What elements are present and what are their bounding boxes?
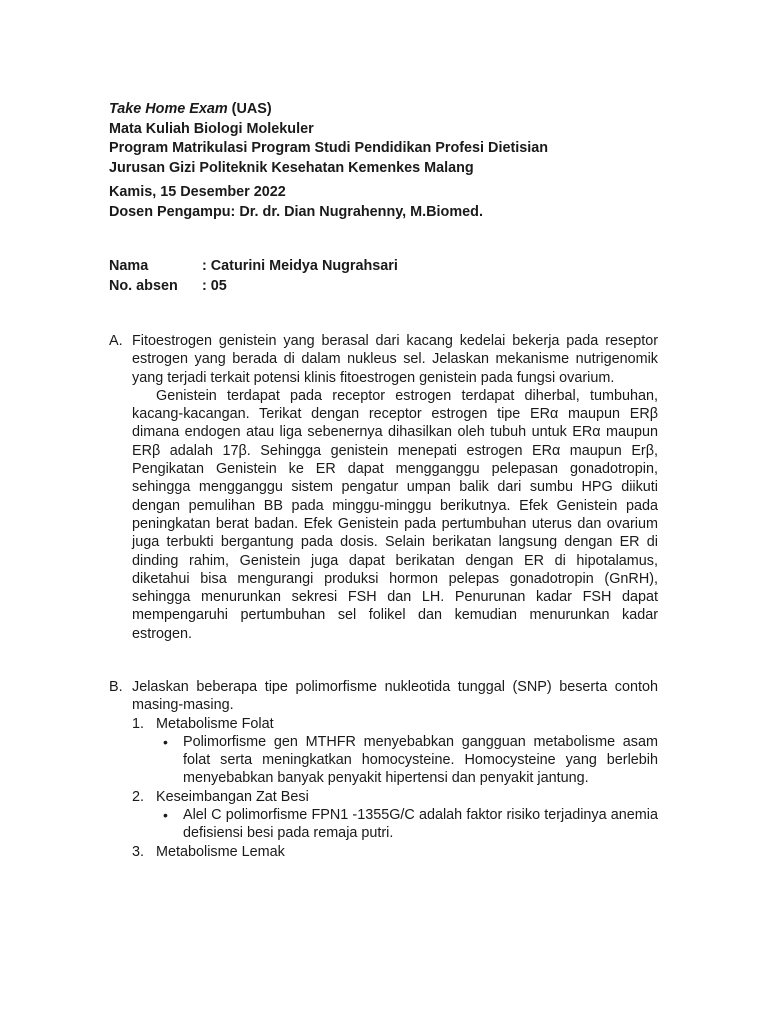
absen-value: : 05 [202,277,227,294]
absen-row [109,277,398,297]
department-name: Jurusan Gizi Politeknik Kesehatan Kemenkes Malang [109,159,474,176]
course-name: Mata Kuliah Biologi Molekuler [109,120,314,137]
bullet-icon: • [163,733,168,750]
absen-label: No. absen [109,277,178,294]
student-identity [109,257,398,296]
exam-date: Kamis, 15 Desember 2022 [109,184,286,200]
exam-title [109,100,669,120]
list-item [132,843,658,861]
section-a-question: Fitoestrogen genistein yang berasal dari kacang kedelai bekerja pada reseptor estrogen yang berada di dalam nukleus sel. Jelaskan mekanisme nutrigenomik yang terjadi terkait potensi klinis fitoestrogen genistein pada fungsi ovarium. [132,333,658,386]
list-item [132,715,658,733]
section-b [109,678,658,861]
list-item [132,788,658,806]
item-number: 2. [132,788,145,805]
item-number: 3. [132,843,145,860]
exam-meta [109,183,669,222]
section-a-marker: A. [109,333,123,349]
item-number: 1. [132,715,145,732]
exam-title-rest: (UAS) [227,101,272,117]
section-b-marker: B. [109,679,123,695]
item-title: Keseimbangan Zat Besi [156,788,309,805]
bullet-text: Alel C polimorfisme FPN1 -1355G/C adalah faktor risiko terjadinya anemia defisiensi besi pada remaja putri. [183,807,658,842]
name-value: : Caturini Meidya Nugrahsari [202,258,398,274]
document-header [109,100,669,178]
name-row [109,257,398,277]
bullet-icon: • [163,807,168,824]
item-title: Metabolisme Lemak [156,843,285,860]
name-label: Nama [109,258,149,274]
lecturer-name: Dosen Pengampu: Dr. dr. Dian Nugrahenny, M.Biomed. [109,203,483,220]
exam-title-italic: Take Home Exam [109,101,228,117]
section-a [109,332,658,643]
section-b-question: Jelaskan beberapa tipe polimorfisme nukleotida tunggal (SNP) beserta contoh masing-masing. [132,679,658,714]
section-a-answer: Genistein terdapat pada receptor estrogen terdapat diherbal, tumbuhan, kacang-kacangan. Terikat dengan receptor estrogen tipe ERα maupun ERβ dimana endogen atau liga sebenernya dihasilkan oleh tubuh untuk ERα maupun ERβ adalah 17β. Sehingga genistein menepati estrogen ERα maupun Erβ, Pengikatan Genistein ke ER dapat mengganggu pelepasan gonadotropin, sehingga mengganggu sistem pengatur umpan balik dari sumbu HPG diikuti dengan pemulihan BB pada minggu-minggu berikutnya. Efek Genistein pada peningkatan berat badan. Efek Genistein pada pertumbuhan uterus dan ovarium juga terbukti bergantung pada dosis. Selain berikatan langsung dengan ER di dinding rahim, Genistein juga dapat berikatan dengan ER di hipotalamus, diketahui bisa mengurangi produksi hormon pelepas gonadotropin (GnRH), sehingga menurunkan sekresi FSH dan LH. Penurunan kadar FSH dapat mempengaruhi pertumbuhan sel folikel dan kemudian menurunkan kadar estrogen. [132,387,658,642]
program-name: Program Matrikulasi Program Studi Pendidikan Profesi Dietisian [109,140,549,156]
bullet-point [163,733,658,788]
bullet-point [163,806,658,843]
bullet-text: Polimorfisme gen MTHFR menyebabkan gangguan metabolisme asam folat serta meningkatkan homocysteine. Homocysteine yang berlebih menyebabkan banyak penyakit hipertensi dan penyakit jantung. [183,733,658,787]
item-title: Metabolisme Folat [156,715,274,732]
